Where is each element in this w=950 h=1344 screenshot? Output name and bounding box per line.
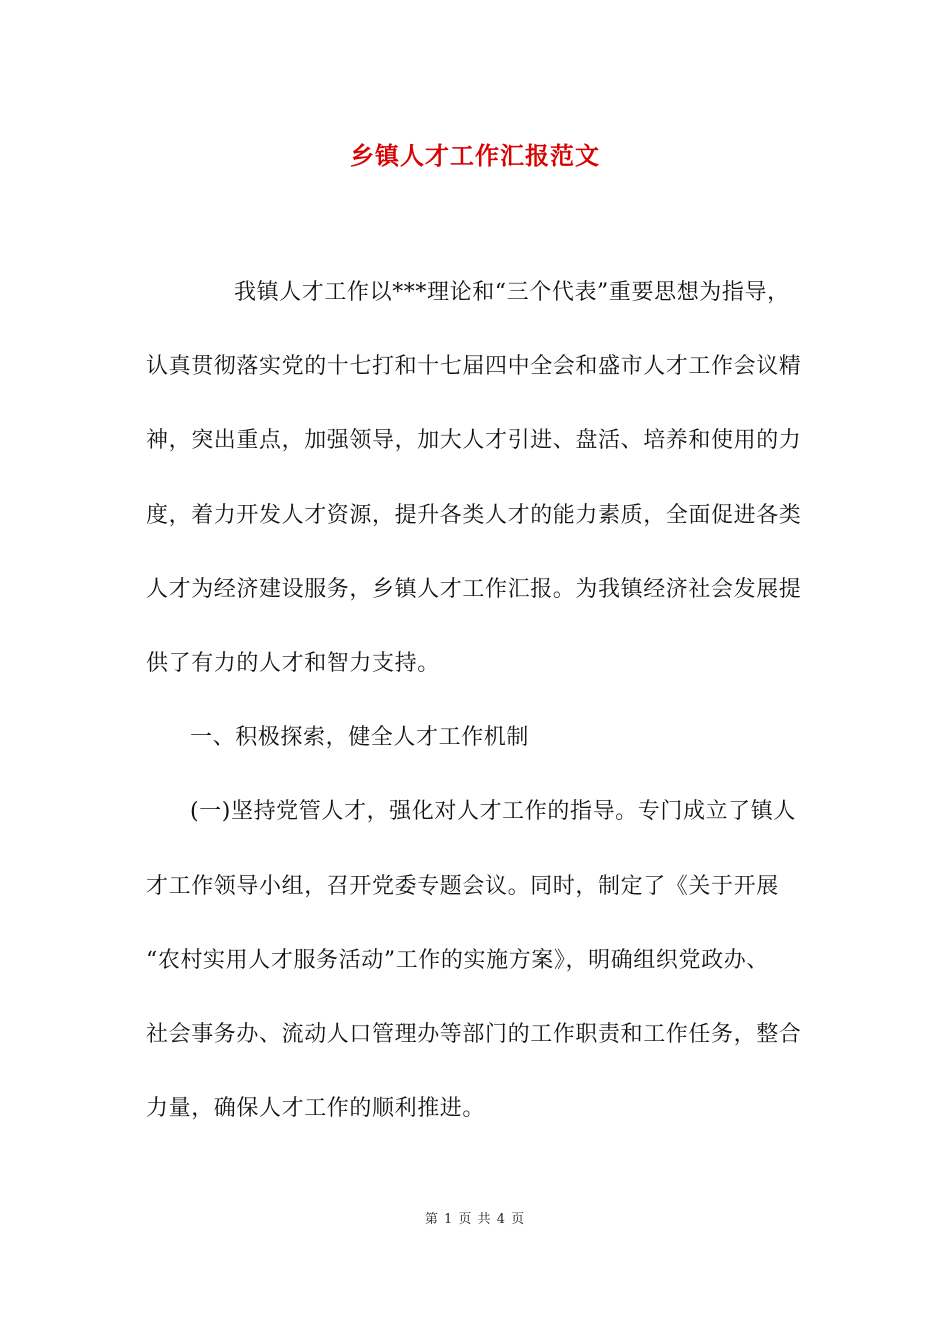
paragraph-line: 人才为经济建设服务，乡镇人才工作汇报。为我镇经济社会发展提 <box>146 576 802 602</box>
paragraph-line: 才工作领导小组，召开党委专题会议。同时，制定了《关于开展 <box>146 873 779 899</box>
document-title: 乡镇人才工作汇报范文 <box>350 141 600 170</box>
paragraph-line: 认真贯彻落实党的十七打和十七届四中全会和盛市人才工作会议精 <box>146 354 802 380</box>
paragraph-line: “农村实用人才服务活动”工作的实施方案》，明确组织党政办、 <box>146 947 769 973</box>
page-number-footer: 第 1 页 共 4 页 <box>424 1212 526 1227</box>
paragraph-line: 神，突出重点，加强领导，加大人才引进、盘活、培养和使用的力 <box>146 428 802 454</box>
paragraph-line: (一)坚持党管人才，强化对人才工作的指导。专门成立了镇人 <box>190 799 796 825</box>
paragraph-line: 度，着力开发人才资源，提升各类人才的能力素质，全面促进各类 <box>146 502 802 528</box>
document-body <box>146 275 806 1165</box>
paragraph-line: 我镇人才工作以***理论和“三个代表”重要思想为指导， <box>234 280 790 305</box>
paragraph-line: 供了有力的人才和智力支持。 <box>146 650 440 676</box>
paragraph-line: 社会事务办、流动人口管理办等部门的工作职责和工作任务，整合 <box>146 1021 802 1047</box>
paragraph-line: 力量，确保人才工作的顺利推进。 <box>146 1096 486 1122</box>
section-heading: 一、积极探索，健全人才工作机制 <box>190 725 530 751</box>
